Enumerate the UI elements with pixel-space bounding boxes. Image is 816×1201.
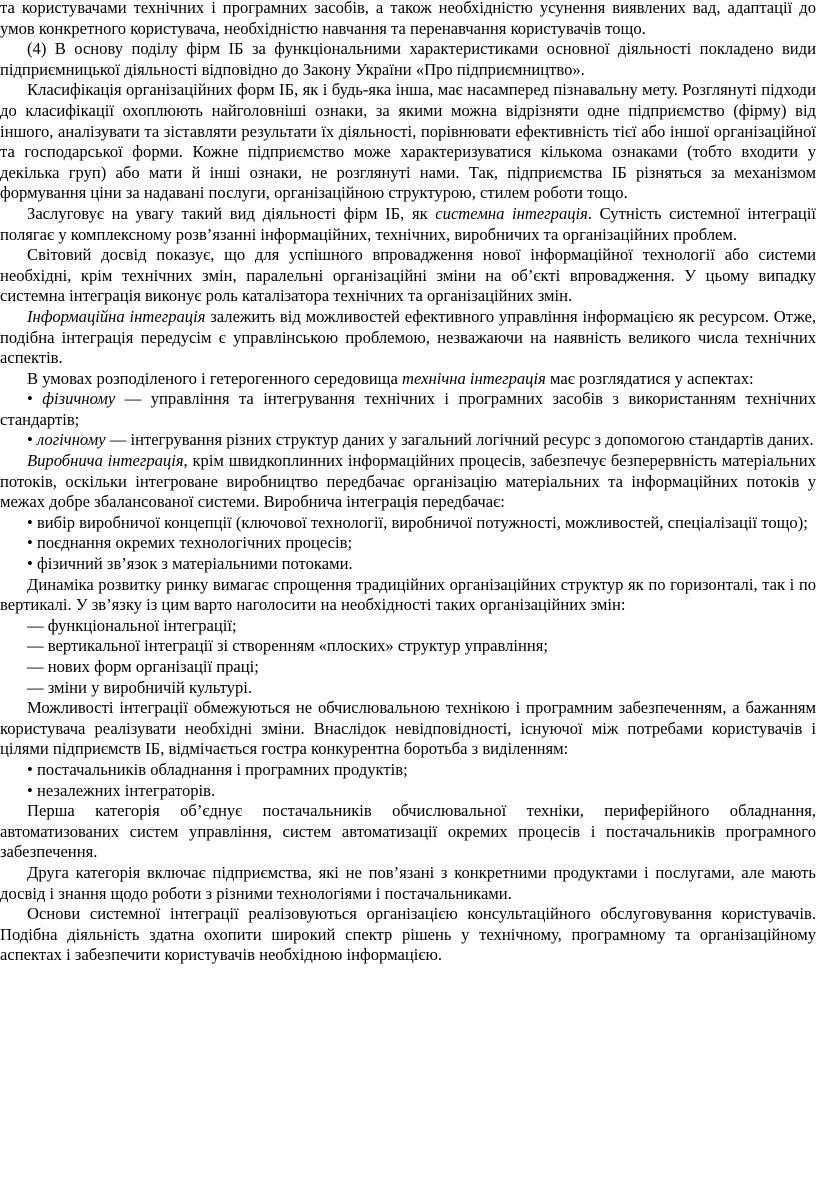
paragraph (0, 204, 816, 245)
bullet-item (0, 760, 816, 781)
dash-item (0, 616, 816, 637)
text-run: , крім швидкоплинних інформаційних процесів, забезпечує безперервність матеріальних потоків, оскільки інтегроване виробництво передбачає організацію матеріальних та інформаційних потоків у межах добре збалансованої системи. Виробнича інтеграція передбачає: (0, 451, 816, 512)
text-run: — управління та інтегрування технічних і програмних засобів з використанням технічних стандартів; (0, 389, 816, 429)
bullet-item (0, 389, 816, 430)
text-run: В умовах розподіленого і гетерогенного середовища (27, 368, 402, 388)
text-run: — функціональної інтеграції; (27, 615, 237, 635)
text-run: • вибір виробничої концепції (ключової технології, виробничої потужності, можливостей, спеціалізації тощо); (27, 512, 808, 532)
paragraph (0, 39, 816, 80)
dash-item (0, 678, 816, 699)
text-run: • незалежних інтеграторів. (27, 780, 216, 800)
paragraph (0, 575, 816, 616)
text-run: — нових форм організації праці; (27, 657, 259, 676)
text-run: — вертикальної інтеграції зі створенням «плоских» структур управління; (27, 636, 549, 656)
italic-term: фізичному (42, 389, 116, 409)
paragraph (0, 451, 816, 513)
bullet-item (0, 781, 816, 802)
italic-term: Інформаційна інтеграція (27, 306, 206, 326)
paragraph (0, 0, 816, 39)
text-run: Заслуговує на увагу такий вид діяльності фірм ІБ, як (27, 203, 436, 223)
text-run: та користувачами технічних і програмних засобів, а також необхідністю усунення виявлених вад, адаптації до умов конкретного користувача, необхідністю навчання та перенавчання користувачів тощо. (0, 0, 816, 38)
italic-term: технічна інтеграція (401, 368, 546, 388)
text-run: Друга категорія включає підприємства, які не пов’язані з конкретними продуктами і послугами, але мають досвід і знання щодо роботи з різними технологіями і постачальниками. (0, 862, 816, 903)
bullet-item (0, 533, 816, 554)
paragraph (0, 369, 816, 390)
paragraph (0, 904, 816, 966)
text-run: Можливості інтеграції обмежуються не обчислювальною технікою і програмним забезпеченням, а бажанням користувача реалізувати необхідні зміни. Внаслідок невідповідності, існуючої між потребами користувачів і цілями підприємств ІБ, відмічається гостра конкурентна боротьба з виділенням: (0, 698, 816, 759)
text-run: — інтегрування різних структур даних у загальний логічний ресурс з допомогою стандартів даних. (105, 430, 814, 450)
text-run: Динаміка розвитку ринку вимагає спрощення традиційних організаційних структур як по горизонталі, так і по вертикалі. У зв’язку із цим варто наголосити на необхідності таких організаційних змін: (0, 574, 816, 615)
text-run: має розглядатися у аспектах: (545, 368, 754, 388)
text-run: Основи системної інтеграції реалізовуються організацією консультаційного обслуговування користувачів. Подібна діяльність здатна охопити широкий спектр рішень у технічному, програмному та організаційному аспектах і забезпечити користувачів необхідною інформацією. (0, 904, 816, 965)
italic-term: системна інтеграція (435, 203, 588, 223)
text-run: Перша категорія об’єднує постачальників обчислювальної техніки, периферійного обладнання, автоматизованих систем управління, систем автоматизації окремих процесів і постачальників програмного забезпечення. (0, 801, 816, 862)
text-run: Світовий досвід показує, що для успішного впровадження нової інформаційної технології або системи необхідні, крім технічних змін, паралельні організаційні зміни на об’єкті впровадження. У цьому випадку системна інтеграція виконує роль каталізатора технічних та організаційних змін. (0, 245, 816, 306)
paragraph (0, 307, 816, 369)
bullet-item (0, 513, 816, 534)
paragraph (0, 80, 816, 204)
dash-item (0, 636, 816, 657)
text-run: • поєднання окремих технологічних процесів; (27, 533, 353, 553)
bullet-item (0, 430, 816, 451)
paragraph (0, 245, 816, 307)
bullet-item (0, 554, 816, 575)
dash-item (0, 657, 816, 678)
text-run: • фізичний зв’язок з матеріальними потоками. (27, 554, 353, 574)
text-run: • (27, 389, 43, 409)
text-run: • (27, 430, 37, 450)
text-run: залежить від можливостей ефективного управління інформацією як ресурсом. Отже, подібна інтеграція передусім є управлінською проблемою, незважаючи на наявність великого числа технічних аспектів. (0, 306, 816, 368)
text-run: — зміни у виробничій культурі. (27, 677, 253, 697)
text-run: . Сутність системної інтеграції полягає у комплексному розв’язанні інформаційних, технічних, виробничих та організаційних проблем. (0, 203, 816, 244)
italic-term: логічному (36, 430, 106, 450)
text-run: (4) В основу поділу фірм ІБ за функціональними характеристиками основної діяльності покладено види підприємницької діяльності відповідно до Закону України «Про підприємництво». (0, 39, 816, 79)
paragraph (0, 698, 816, 760)
italic-term: Виробнича інтеграція (27, 451, 184, 471)
paragraph (0, 863, 816, 904)
text-run: Класифікація організаційних форм ІБ, як і будь-яка інша, має насамперед пізнавальну мету. Розглянуті підходи до класифікації охоплюють найголовніші ознаки, за якими можна відрізняти одне підприємство (фірму) від іншого, аналізувати та зіставляти результати їх діяльності, порівнювати ефективність тієї або іншої організаційної та господарської форми. Кожне підприємство може характеризуватися кількома ознаками (тобто входити у декілька груп) або мати й інші ознаки, не розглянуті нами. Так, підприємства ІБ різняться за механізмом формування ціни за надавані послуги, організаційною структурою, стилем роботи тощо. (0, 80, 816, 203)
text-run: • постачальників обладнання і програмних продуктів; (27, 759, 408, 779)
paragraph (0, 801, 816, 863)
